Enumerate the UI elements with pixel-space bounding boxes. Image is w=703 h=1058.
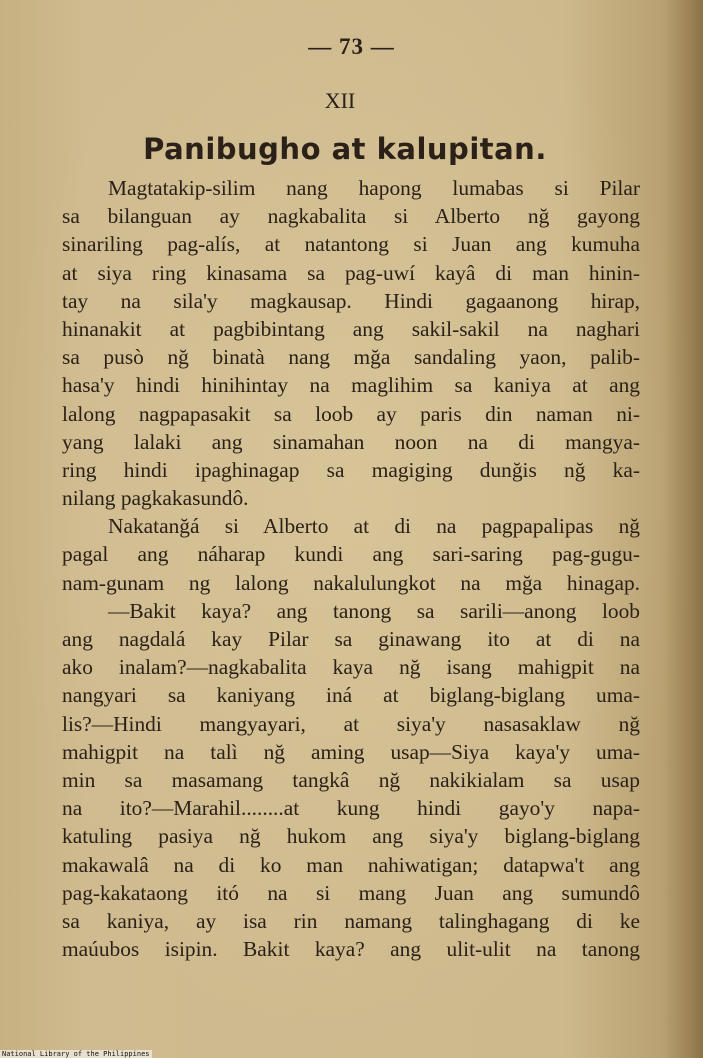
text-line: na ito?—Marahil........at kung hindi gayo'y napa- bbox=[62, 796, 640, 821]
text-line: katuling pasiya nğ hukom ang siya'y biglang-biglang bbox=[62, 824, 640, 849]
text-line: sa bilanguan ay nagkabalita si Alberto nğ gayong bbox=[62, 204, 640, 229]
text-line: ang nagdalá kay Pilar sa ginawang ito at di na bbox=[62, 627, 640, 651]
chapter-body-text bbox=[62, 174, 640, 963]
chapter-number: XII bbox=[324, 88, 356, 113]
text-line: lis?—Hindi mangyayari, at siya'y nasasaklaw nğ bbox=[62, 711, 640, 736]
text-line: at siya ring kinasama sa pag-uwí kayâ di man hinin- bbox=[62, 260, 640, 285]
text-line: mahigpit na talì nğ aming usap—Siya kaya'y uma- bbox=[62, 739, 640, 764]
text-line: sa kaniya, ay isa rin namang talinghagang di ke bbox=[62, 908, 640, 933]
text-line: tay na sila'y magkausap. Hindi gagaanong hirap, bbox=[62, 288, 640, 313]
page-number: — 73 — bbox=[308, 34, 395, 59]
text-line: nilang pagkakasundô. bbox=[62, 486, 249, 511]
text-line: lalong nagpapasakit sa loob ay paris din naman ni- bbox=[62, 401, 640, 426]
text-line: nangyari sa kaniyang iná at biglang-biglang uma- bbox=[62, 683, 640, 708]
text-line: makawalâ na di ko man nahiwatigan; datapwa't ang bbox=[62, 852, 640, 877]
text-line: maúubos isipin. Bakit kaya? ang ulit-ulit na tanong bbox=[62, 937, 640, 962]
source-watermark: National Library of the Philippines bbox=[2, 1050, 150, 1058]
text-line: sa pusò nğ binatà nang mğa sandaling yaon, palib- bbox=[62, 345, 640, 370]
text-line: yang lalaki ang sinamahan noon na di mangya- bbox=[62, 429, 640, 454]
text-line: Nakatanğá si Alberto at di na pagpapalipas nğ bbox=[108, 514, 640, 539]
text-line: ako inalam?—nagkabalita kaya nğ isang mahigpit na bbox=[62, 655, 640, 680]
text-line: hasa'y hindi hinihintay na maglihim sa kaniya at ang bbox=[62, 373, 640, 398]
text-line: pag-kakataong itó na si mang Juan ang sumundô bbox=[62, 880, 640, 905]
text-line: ring hindi ipaghinagap sa magiging dunğis nğ ka- bbox=[62, 457, 640, 482]
text-line: sinariling pag-alís, at natantong si Juan ang kumuha bbox=[62, 232, 640, 257]
text-line: —Bakit kaya? ang tanong sa sarili—anong loob bbox=[108, 598, 640, 623]
text-line: Magtatakip-silim nang hapong lumabas si Pilar bbox=[108, 176, 640, 200]
text-line: min sa masamang tangkâ nğ nakikialam sa usap bbox=[62, 767, 640, 792]
text-line: pagal ang náharap kundi ang sari-saring pag-gugu- bbox=[62, 542, 640, 567]
text-line: hinanakit at pagbibintang ang sakil-sakil na naghari bbox=[62, 316, 640, 341]
chapter-title: Panibugho at kalupitan. bbox=[143, 132, 547, 166]
text-line: nam-gunam ng lalong nakalulungkot na mğa hinagap. bbox=[62, 570, 640, 595]
